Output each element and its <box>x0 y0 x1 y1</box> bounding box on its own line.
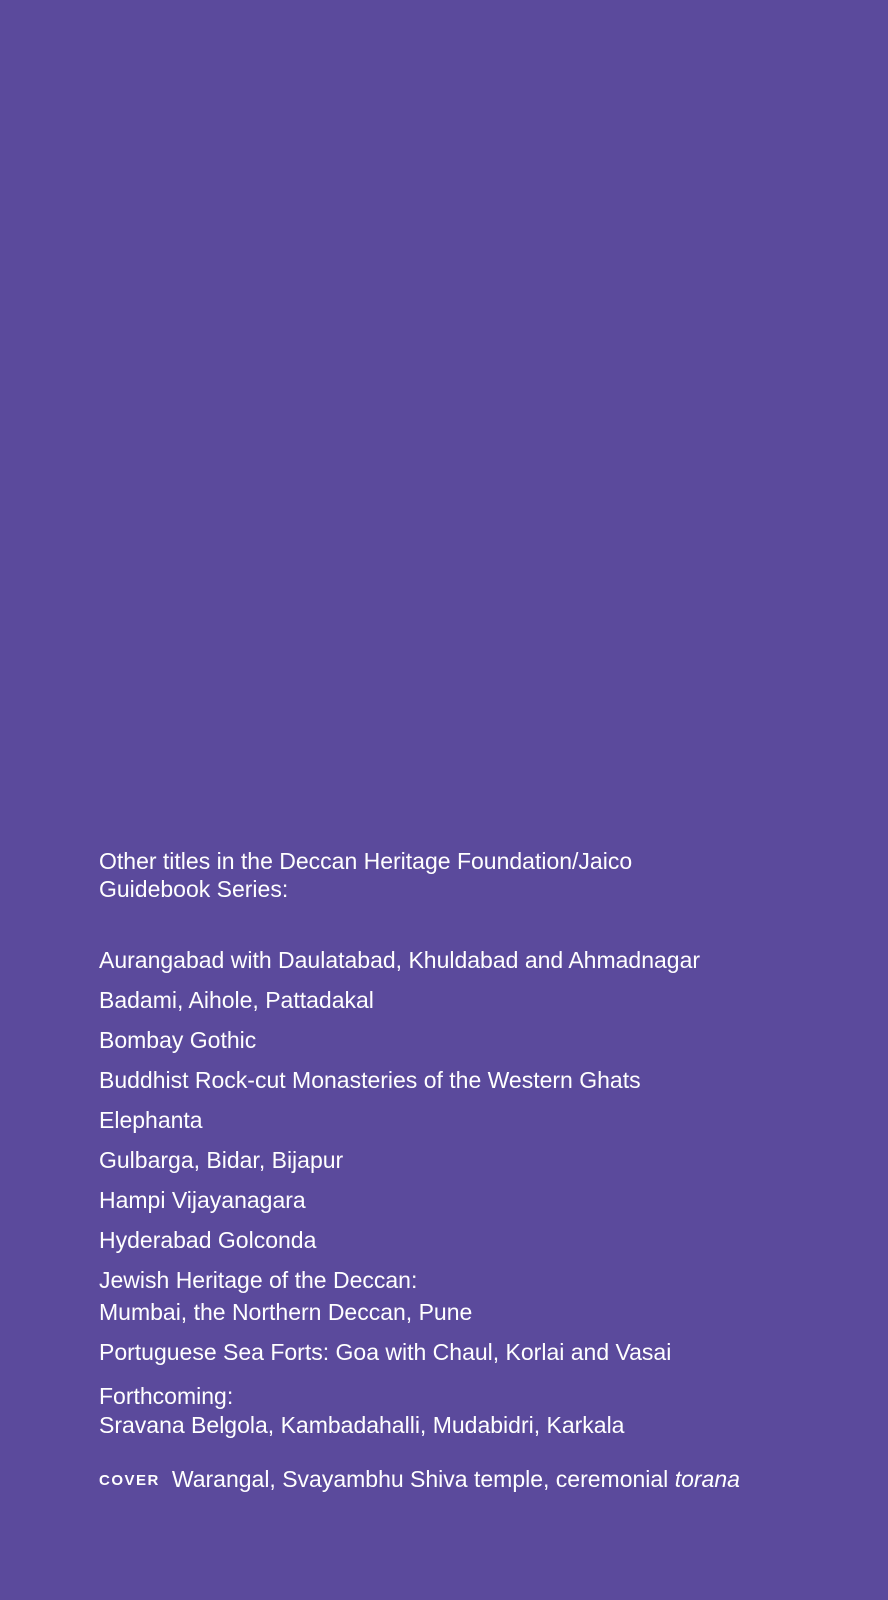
series-intro-line-1: Other titles in the Deccan Heritage Foundation/Jaico <box>99 848 633 874</box>
cover-label: COVER <box>99 1472 160 1489</box>
jewish-heritage-line-1: Jewish Heritage of the Deccan: <box>99 1267 418 1293</box>
list-item-title: Aurangabad with Daulatabad, Khuldabad and Ahmadnagar <box>99 947 701 973</box>
list-item-title: Buddhist Rock-cut Monasteries of the Western Ghats <box>99 1067 641 1093</box>
list-item-title: Bombay Gothic <box>99 1027 257 1053</box>
list-item-title: Portuguese Sea Forts: Goa with Chaul, Korlai and Vasai <box>99 1339 672 1365</box>
list-item-title: Hampi Vijayanagara <box>99 1187 306 1213</box>
list-item-title: Gulbarga, Bidar, Bijapur <box>99 1147 344 1173</box>
cover-credit <box>99 1464 859 1496</box>
forthcoming-label: Forthcoming: <box>99 1383 234 1409</box>
list-item-title: Hyderabad Golconda <box>99 1227 317 1253</box>
title-list <box>99 944 859 1368</box>
list-item-jewish-heritage <box>99 1264 859 1328</box>
series-intro-line-2: Guidebook Series: <box>99 876 289 902</box>
list-item-title: Elephanta <box>99 1107 203 1133</box>
jewish-heritage-line-2: Mumbai, the Northern Deccan, Pune <box>99 1299 473 1325</box>
list-item-title: Badami, Aihole, Pattadakal <box>99 987 374 1013</box>
series-intro <box>99 847 859 903</box>
forthcoming-section <box>99 1382 859 1440</box>
cover-caption: Warangal, Svayambhu Shiva temple, ceremonial <box>171 1466 669 1492</box>
cover-caption-italic: torana <box>674 1466 740 1492</box>
back-cover-text <box>99 847 859 1496</box>
forthcoming-title: Sravana Belgola, Kambadahalli, Mudabidri, Karkala <box>99 1412 625 1438</box>
